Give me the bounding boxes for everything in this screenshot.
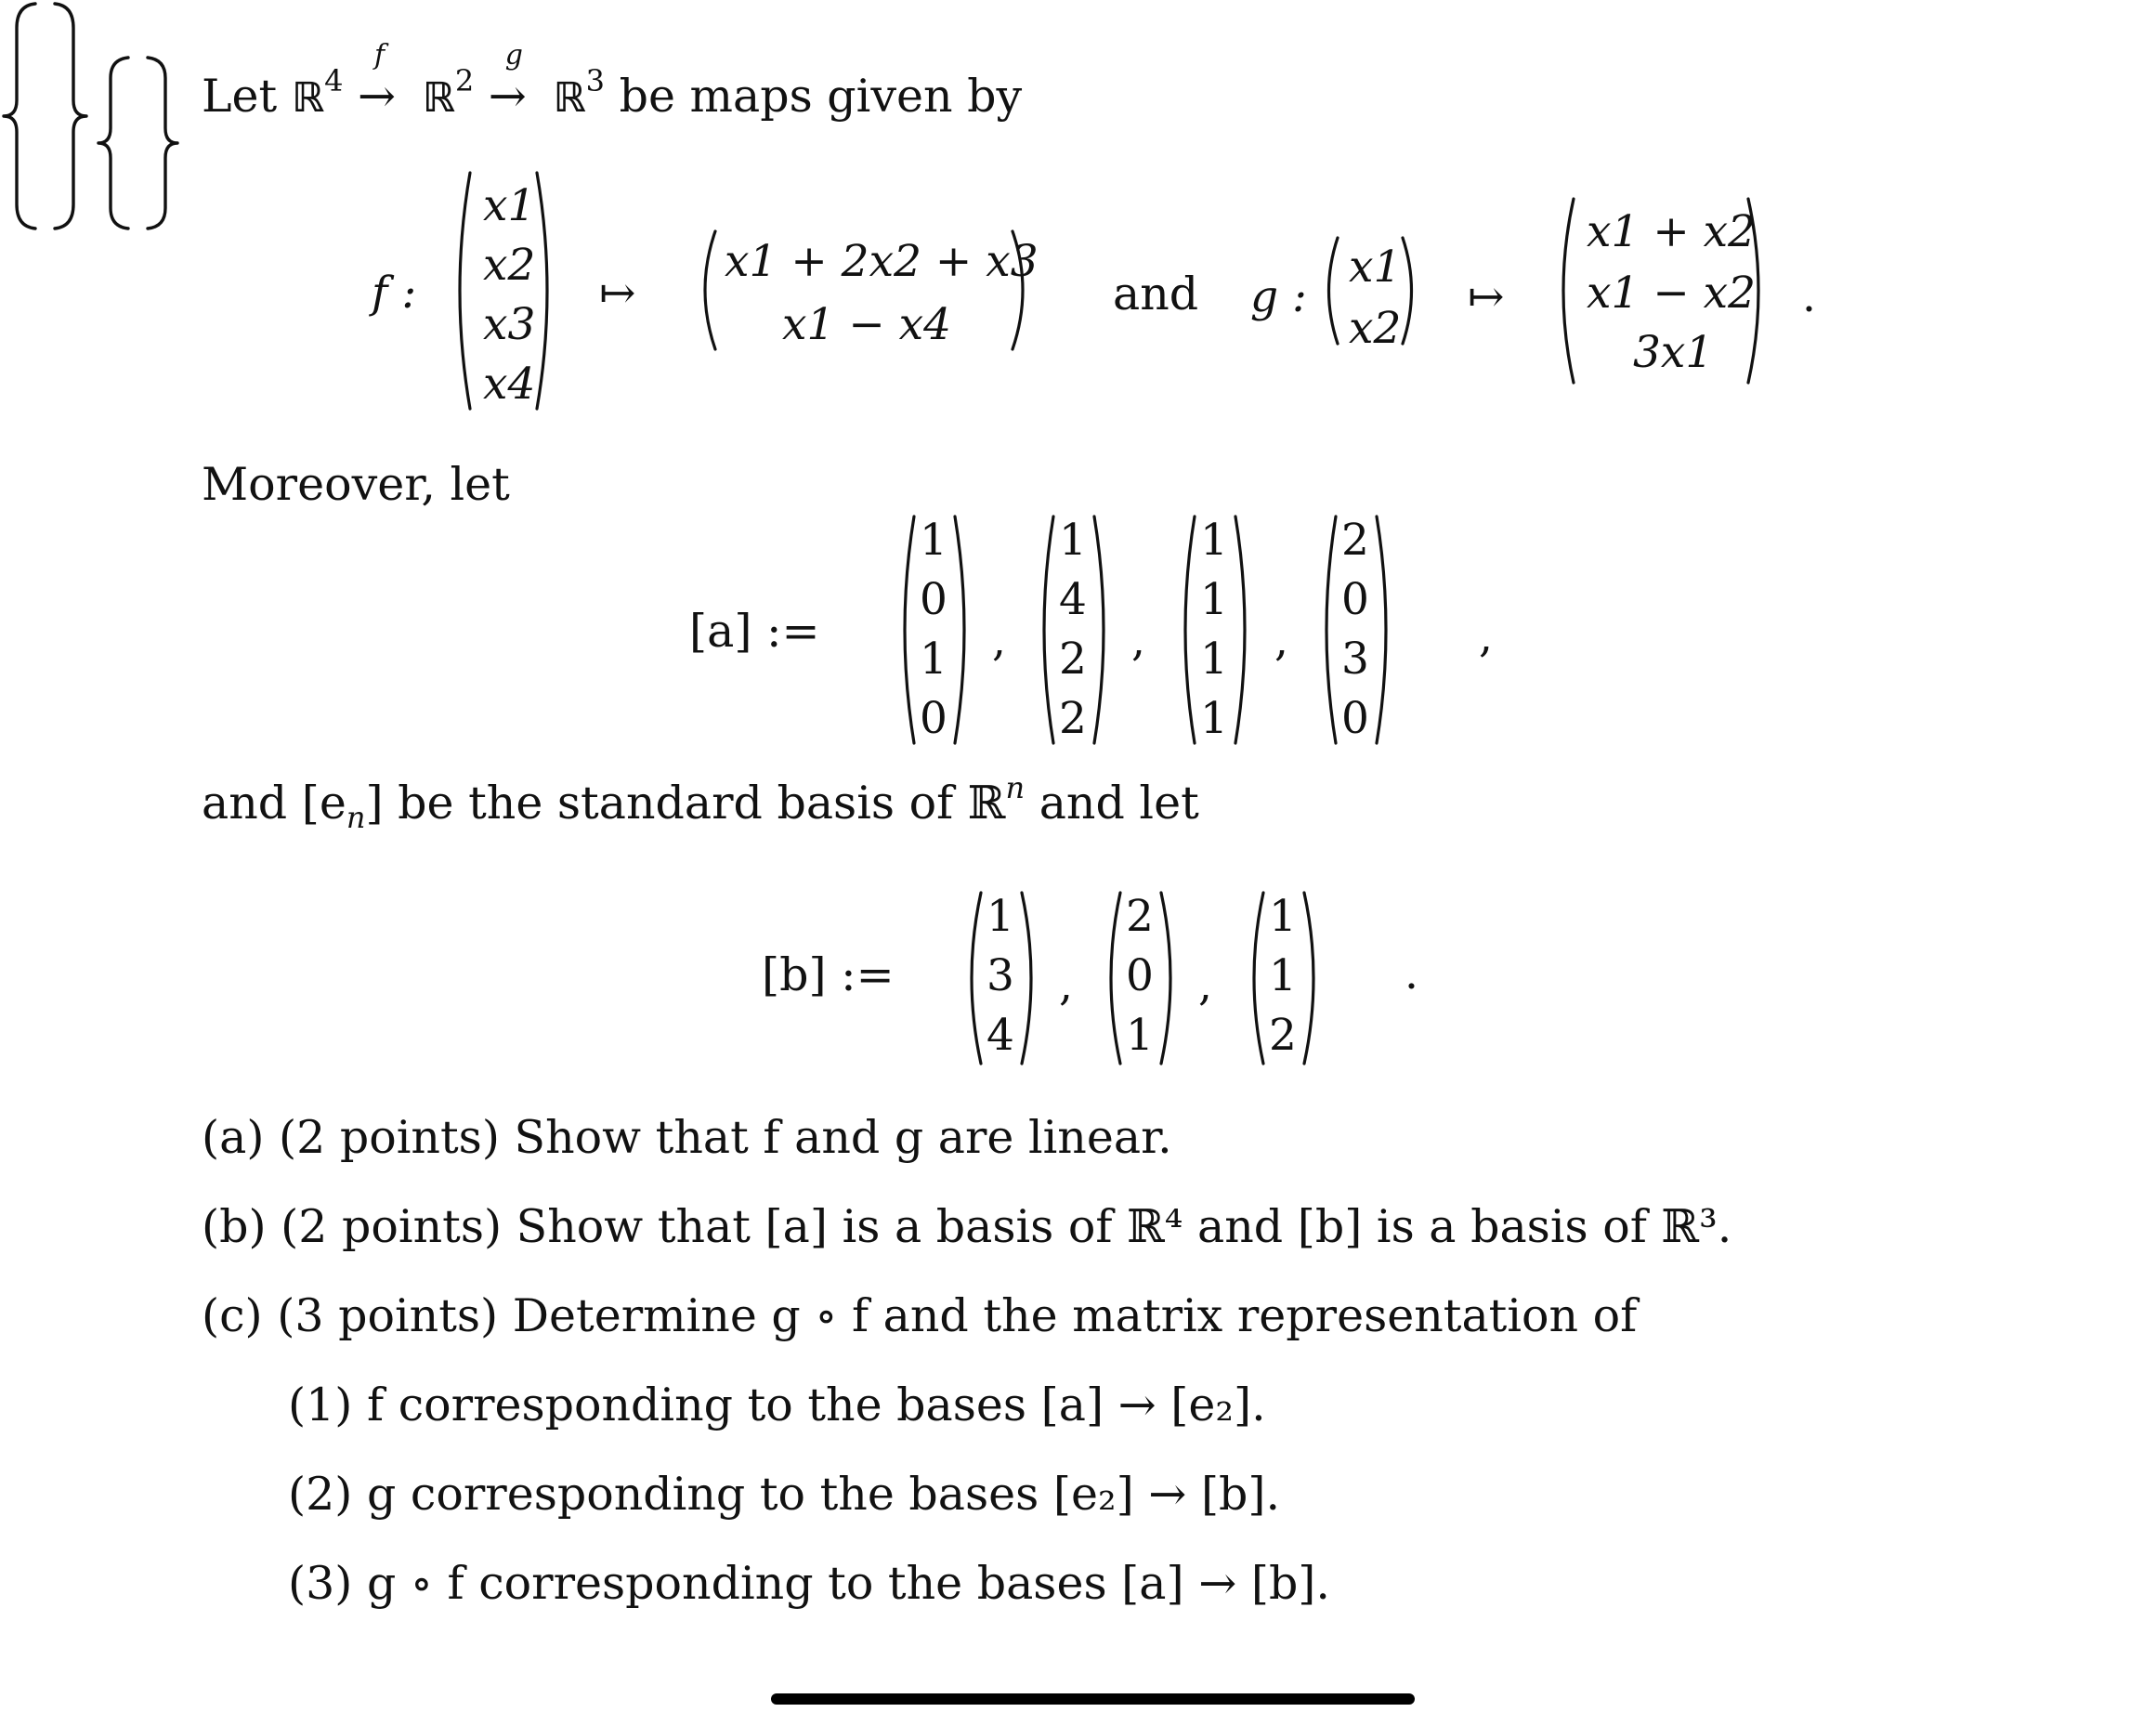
f-output-row2: x1 − x4 — [782, 299, 952, 350]
intro-R2: ℝ — [422, 74, 455, 122]
basis-b-v1-entry: 4 — [987, 1010, 1014, 1061]
basis-b-v1-entry: 3 — [987, 950, 1014, 1001]
f-input-x2: x2 — [483, 240, 536, 291]
basis-a-v3-right-paren — [1230, 513, 1258, 747]
basis-a-v1-entry: 1 — [920, 515, 947, 566]
basis-a-label: [a] := — [689, 605, 820, 658]
basis-b-label: [b] := — [762, 948, 895, 1001]
f-output-right-paren — [1007, 228, 1037, 353]
arrow-g — [488, 39, 539, 123]
question-c3: (3) g ∘ f corresponding to the bases [a] → [b]. — [288, 1557, 1330, 1610]
basis-b-v1-entry: 1 — [987, 891, 1014, 942]
basis-b-v3-right-paren — [1299, 889, 1326, 1067]
basis-a-v3-entry: 1 — [1200, 634, 1228, 685]
basis-a-v3-entry: 1 — [1200, 693, 1228, 744]
basis-b-v2-entry: 1 — [1126, 1010, 1154, 1061]
basis-a-v4-entry: 2 — [1341, 515, 1369, 566]
g-output-row1: x1 + x2 — [1587, 206, 1757, 257]
intro-exp3: 3 — [585, 63, 605, 98]
basis-a-v2-entry: 1 — [1059, 515, 1087, 566]
basis-b-v3-entry: 2 — [1269, 1010, 1297, 1061]
basis-a-v2-left-paren — [1031, 513, 1059, 747]
g-output-row3: 3x1 — [1633, 327, 1714, 378]
basis-b-v2-left-paren — [1098, 889, 1126, 1067]
question-a: (a) (2 points) Show that f and g are linear. — [202, 1111, 1172, 1164]
basis-a-v4-entry: 0 — [1341, 693, 1369, 744]
basis-a-v2-entry: 2 — [1059, 693, 1087, 744]
question-b: (b) (2 points) Show that [a] is a basis of ℝ⁴ and [b] is a basis of ℝ³. — [202, 1200, 1732, 1253]
basis-b-right-brace — [140, 54, 181, 232]
basis-a-right-brace — [47, 0, 90, 232]
basis-a-v1-entry: 0 — [920, 574, 947, 625]
basis-a-v2-entry: 4 — [1059, 574, 1087, 625]
f-label: f : — [372, 268, 417, 319]
basis-a-comma: , — [1274, 615, 1288, 666]
g-output-row2: x1 − x2 — [1587, 268, 1757, 319]
f-input-left-paren — [446, 169, 476, 412]
g-label: g : — [1250, 271, 1307, 322]
std-pre: and [e — [202, 777, 346, 830]
basis-b-left-brace — [95, 54, 136, 232]
question-c2: (2) g corresponding to the bases [e₂] → [b]. — [288, 1468, 1281, 1521]
f-output-row1: x1 + 2x2 + x3 — [725, 236, 1039, 287]
f-input-right-paren — [531, 169, 561, 412]
question-c: (c) (3 points) Determine g ∘ f and the matrix representation of — [202, 1289, 1638, 1342]
and-word: and — [1113, 268, 1199, 320]
basis-a-v2-entry: 2 — [1059, 634, 1087, 685]
basis-a-trailing-comma: , — [1479, 611, 1493, 662]
basis-a-v3-entry: 1 — [1200, 574, 1228, 625]
basis-b-v3-entry: 1 — [1269, 950, 1297, 1001]
basis-a-v3-entry: 1 — [1200, 515, 1228, 566]
basis-b-comma: , — [1198, 960, 1212, 1011]
f-input-x4: x4 — [483, 359, 536, 410]
g-end-period: . — [1802, 271, 1816, 322]
g-output-right-paren — [1743, 195, 1772, 386]
std-mid: ] be the standard basis of ℝ — [365, 777, 1006, 830]
standard-basis-line — [202, 770, 1199, 835]
basis-a-comma: , — [1131, 615, 1145, 666]
basis-b-v3-entry: 1 — [1269, 891, 1297, 942]
intro-R3: ℝ — [553, 74, 586, 122]
f-mapsto-icon: ↦ — [599, 268, 636, 319]
right-arrow-icon: → — [358, 70, 397, 123]
g-input-left-paren — [1317, 234, 1343, 347]
std-sup: n — [1005, 770, 1026, 805]
basis-a-comma: , — [992, 615, 1006, 666]
intro-exp4: 4 — [324, 63, 344, 98]
g-mapsto-icon: ↦ — [1468, 271, 1505, 322]
basis-a-v1-entry: 0 — [920, 693, 947, 744]
intro-exp2: 2 — [454, 63, 475, 98]
basis-b-v2-right-paren — [1156, 889, 1183, 1067]
g-output-left-paren — [1549, 195, 1579, 386]
question-c1: (1) f corresponding to the bases [a] → [e₂]. — [288, 1379, 1266, 1431]
g-input-x1: x1 — [1349, 242, 1402, 293]
g-input-right-paren — [1397, 234, 1423, 347]
basis-a-v1-right-paren — [949, 513, 977, 747]
moreover-text: Moreover, let — [202, 458, 510, 511]
intro-let: Let — [202, 70, 278, 123]
intro-tail: be maps given by — [619, 70, 1023, 123]
basis-a-left-brace — [0, 0, 43, 232]
std-post: and let — [1025, 777, 1199, 830]
basis-a-v4-entry: 0 — [1341, 574, 1369, 625]
arrow-g-label: g — [504, 39, 524, 72]
basis-a-v4-right-paren — [1371, 513, 1399, 747]
arrow-f — [358, 39, 408, 123]
arrow-f-label: f — [374, 39, 385, 72]
std-sub: n — [346, 800, 366, 835]
basis-a-v1-entry: 1 — [920, 634, 947, 685]
home-indicator[interactable] — [771, 1693, 1415, 1705]
basis-a-v4-entry: 3 — [1341, 634, 1369, 685]
basis-b-v3-left-paren — [1241, 889, 1269, 1067]
f-input-x1: x1 — [483, 180, 536, 231]
basis-b-trailing-period: . — [1405, 948, 1418, 1000]
basis-a-v4-left-paren — [1313, 513, 1341, 747]
basis-a-v1-left-paren — [892, 513, 920, 747]
intro-line — [202, 39, 1023, 123]
basis-b-v1-right-paren — [1016, 889, 1044, 1067]
basis-b-v2-entry: 0 — [1126, 950, 1154, 1001]
basis-b-comma: , — [1059, 960, 1073, 1011]
f-output-left-paren — [691, 228, 721, 353]
f-input-x3: x3 — [483, 299, 536, 350]
basis-b-v1-left-paren — [959, 889, 987, 1067]
g-input-x2: x2 — [1349, 303, 1402, 354]
basis-a-v2-right-paren — [1089, 513, 1117, 747]
basis-b-v2-entry: 2 — [1126, 891, 1154, 942]
right-arrow-icon: → — [488, 70, 527, 123]
intro-R4: ℝ — [291, 74, 325, 122]
basis-a-v3-left-paren — [1172, 513, 1200, 747]
